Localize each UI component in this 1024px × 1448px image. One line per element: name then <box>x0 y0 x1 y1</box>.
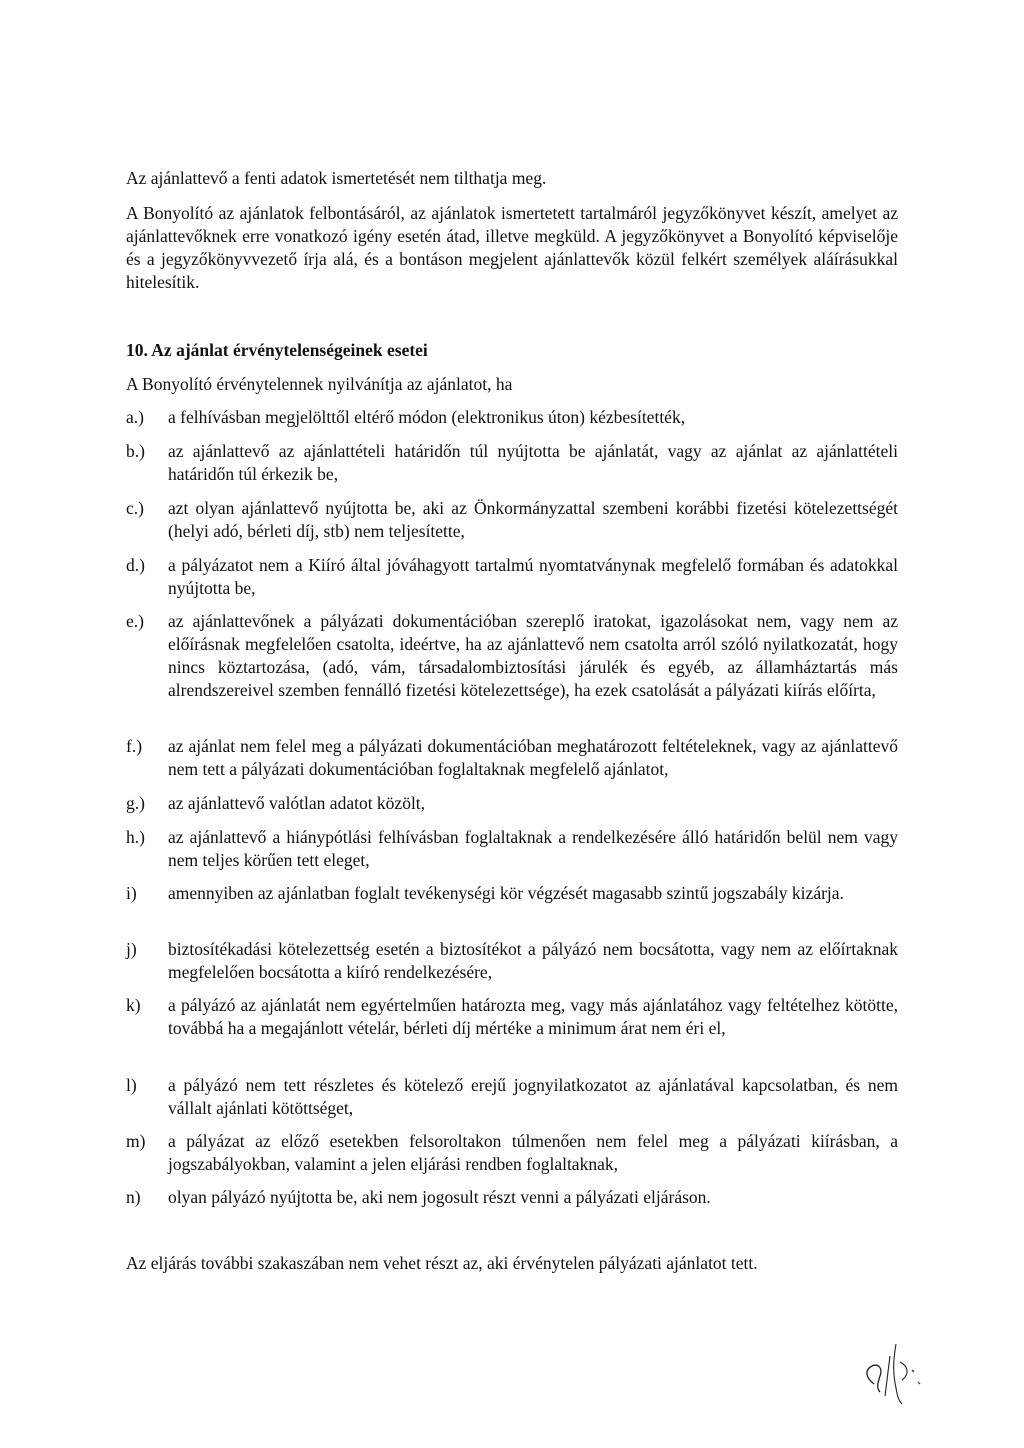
list-marker: b.) <box>126 441 145 461</box>
list-item-text: a pályázatot nem a Kiíró által jóváhagyott tartalmú nyomtatványnak megfelelő formában és adatokkal nyújtotta be, <box>168 555 898 598</box>
list-item <box>126 1074 898 1120</box>
list-marker: e.) <box>126 611 144 631</box>
list-item-text: a felhívásban megjelölttől eltérő módon (elektronikus úton) kézbesítették, <box>168 407 686 427</box>
list-marker: k) <box>126 995 141 1015</box>
list-item-text: az ajánlattevő valótlan adatot közölt, <box>168 793 426 813</box>
list-item-text: a pályázó nem tett részletes és kötelező erejű jognyilatkozatot az ajánlatával kapcsolatban, és nem vállalt ajánlati kötöttséget, <box>168 1075 898 1118</box>
list-item <box>126 497 898 543</box>
list-item-text: olyan pályázó nyújtotta be, aki nem jogosult részt venni a pályázati eljáráson. <box>168 1187 711 1207</box>
list-marker: f.) <box>126 736 143 756</box>
list-marker: m) <box>126 1131 146 1151</box>
list-item <box>126 1186 898 1209</box>
list-item <box>126 554 898 600</box>
list-marker: j) <box>126 939 137 959</box>
closing-line: Az eljárás további szakaszában nem vehet részt az, aki érvénytelen pályázati ajánlatot tett. <box>126 1253 758 1273</box>
list-marker: n) <box>126 1187 141 1207</box>
list-item <box>126 440 898 486</box>
list-item-text: az ajánlattevőnek a pályázati dokumentációban szereplő iratokat, igazolásokat nem, vagy nem az előírásnak megfelelően csatolta, ideértve, ha az ajánlattevő nem csatolta arról szóló nyilatkozatát, hogy nincs köztartozása, (adó, vám, társadalombiztosítási járulék és egyéb, az államháztartás más alrendszereivel szemben fennálló fizetési kötelezettsége), ha ezek csatolását a pályázati kiírás előírta, <box>168 611 898 700</box>
list-item-text: az ajánlattevő a hiánypótlási felhívásban foglaltaknak a rendelkezésére álló határidőn belül nem vagy nem teljes körűen tett eleget, <box>168 827 898 870</box>
list-item-text: az ajánlattevő az ajánlattételi határidőn túl nyújtotta be ajánlatát, vagy az ajánlat az ajánlattételi határidőn túl érkezik be, <box>168 441 898 484</box>
section-heading: 10. Az ajánlat érvénytelenségeinek esetei <box>126 340 428 360</box>
intro-line: Az ajánlattevő a fenti adatok ismertetését nem tilthatja meg. <box>126 168 547 188</box>
list-item <box>126 610 898 702</box>
list-item <box>126 406 898 429</box>
list-item-text: a pályázó az ajánlatát nem egyértelműen határozta meg, vagy más ajánlatához vagy feltételhez kötötte, továbbá ha a megajánlott vételár, bérleti díj mértéke a minimum árat nem éri el, <box>168 995 898 1038</box>
list-marker: d.) <box>126 555 145 575</box>
list-item <box>126 938 898 984</box>
list-marker: h.) <box>126 827 145 847</box>
list-item <box>126 994 898 1040</box>
list-marker: i) <box>126 883 137 903</box>
list-marker: g.) <box>126 793 145 813</box>
list-item <box>126 1130 898 1176</box>
list-marker: l) <box>126 1075 137 1095</box>
list-item <box>126 735 898 781</box>
list-marker: a.) <box>126 407 144 427</box>
list-item-text: biztosítékadási kötelezettség esetén a biztosítékot a pályázó nem bocsátotta, vagy nem az előírtaknak megfelelően bocsátotta a kiíró rendelkezésére, <box>168 939 898 982</box>
list-item <box>126 882 898 905</box>
section-lead: A Bonyolító érvénytelennek nyilvánítja az ajánlatot, ha <box>126 374 513 394</box>
handwritten-signature <box>852 1326 952 1406</box>
intro-paragraph: A Bonyolító az ajánlatok felbontásáról, az ajánlatok ismertetett tartalmáról jegyzőkönyvet készít, amelyet az ajánlattevőknek erre vonatkozó igény esetén átad, illetve megküld. A jegyzőkönyvet a Bonyolító képviselője és a jegyzőkönyvvezető írja alá, és a bontáson megjelent ajánlattevők közül felkért személyek aláírásukkal hitelesítik. <box>126 203 898 292</box>
list-item-text: az ajánlat nem felel meg a pályázati dokumentációban meghatározott feltételeknek, vagy az ajánlattevő nem tett a pályázati dokumentációban foglaltaknak megfelelő ajánlatot, <box>168 736 898 779</box>
list-marker: c.) <box>126 498 144 518</box>
list-item-text: amennyiben az ajánlatban foglalt tevékenységi kör végzését magasabb szintű jogszabály kizárja. <box>168 883 844 903</box>
list-item <box>126 792 898 815</box>
list-item <box>126 826 898 872</box>
list-item-text: a pályázat az előző esetekben felsoroltakon túlmenően nem felel meg a pályázati kiírásban, a jogszabályokban, valamint a jelen eljárási rendben foglaltaknak, <box>168 1131 898 1174</box>
list-item-text: azt olyan ajánlattevő nyújtotta be, aki az Önkormányzattal szembeni korábbi fizetési kötelezettségét (helyi adó, bérleti díj, stb) nem teljesítette, <box>168 498 898 541</box>
